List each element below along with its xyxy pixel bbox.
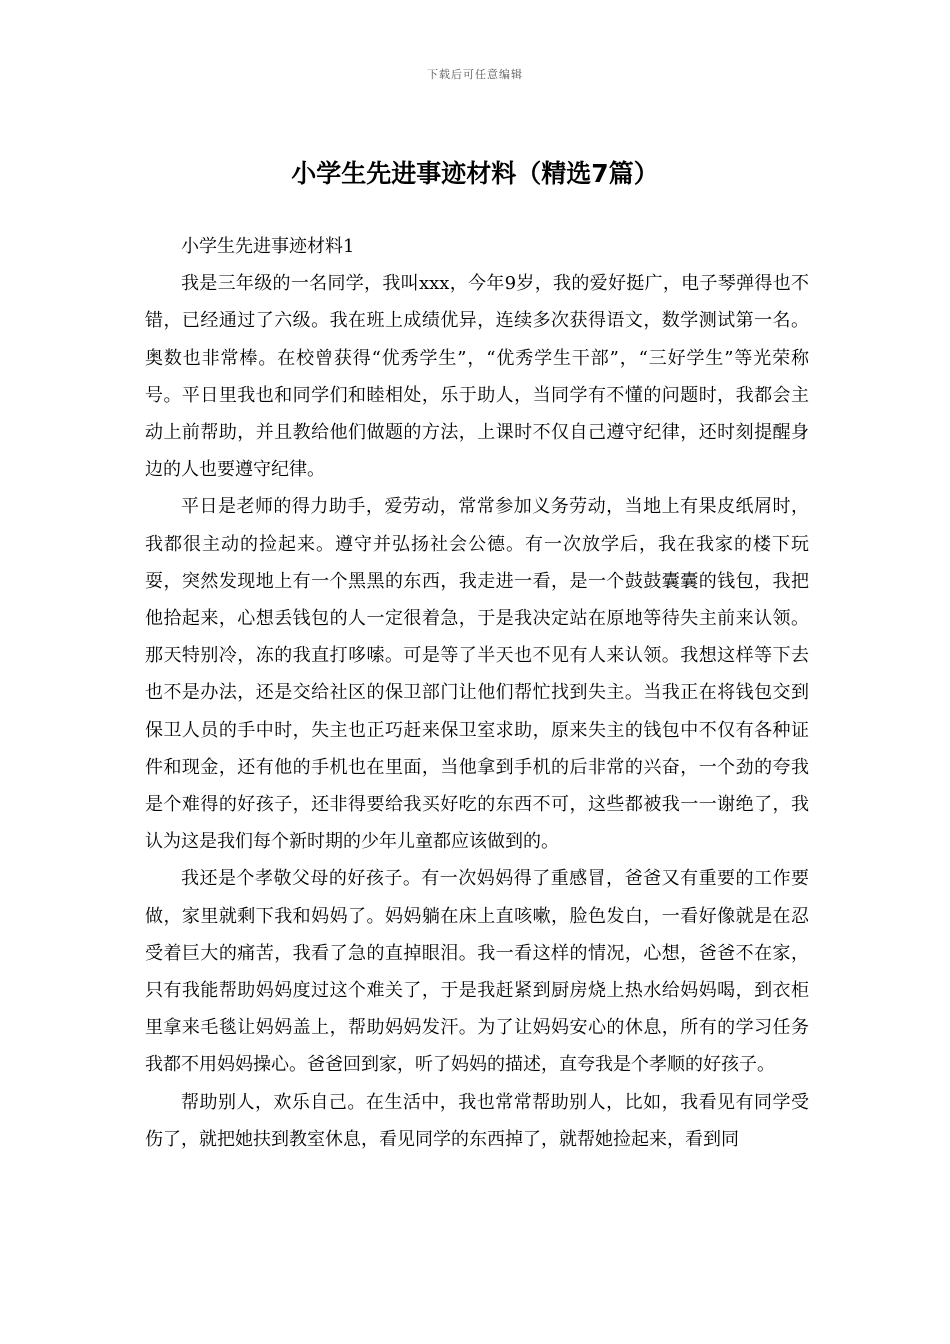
body-paragraph: 平日是老师的得力助手，爱劳动，常常参加义务劳动，当地上有果皮纸屑时，我都很主动的捡起来。遵守并弘扬社会公德。有一次放学后，我在我家的楼下玩耍，突然发现地上有一个黑黑的东西，我走进一看，是一个鼓鼓囊囊的钱包，我把他拾起来，心想丢钱包的人一定很着急，于是我决定站在原地等待失主前来认领。那天特别冷，冻的我直打哆嗦。可是等了半天也不见有人来认领。我想这样等下去也不是办法，还是交给社区的保卫部门让他们帮忙找到失主。当我正在将钱包交到保卫人员的手中时，失主也正巧赶来保卫室求助，原来失主的钱包中不仅有各种证件和现金，还有他的手机也在里面，当他拿到手机的后非常的兴奋，一个劲的夸我是个难得的好孩子，还非得要给我买好吃的东西不可，这些都被我一一谢绝了，我认为这是我们每个新时期的少年儿童都应该做到的。 (145, 496, 809, 853)
body-paragraph: 我还是个孝敬父母的好孩子。有一次妈妈得了重感冒，爸爸又有重要的工作要做，家里就剩下我和妈妈了。妈妈躺在床上直咳嗽，脸色发白，一看好像就是在忍受着巨大的痛苦，我看了急的直掉眼泪。我一看这样的情况，心想，爸爸不在家，只有我能帮助妈妈度过这个难关了，于是我赶紧到厨房烧上热水给妈妈喝，到衣柜里拿来毛毯让妈妈盖上，帮助妈妈发汗。为了让妈妈安心的休息，所有的学习任务我都不用妈妈操心。爸爸回到家，听了妈妈的描述，直夸我是个孝顺的好孩子。 (145, 868, 809, 1076)
document-title: 小学生先进事迹材料（精选7篇） (291, 159, 659, 188)
section-heading: 小学生先进事迹材料1 (181, 236, 355, 257)
document-body (145, 228, 809, 1158)
body-paragraph: 我是三年级的一名同学，我叫xxx，今年9岁，我的爱好挺广，电子琴弹得也不错，已经通过了六级。我在班上成绩优异，连续多次获得语文，数学测试第一名。奥数也非常棒。在校曾获得“优秀学生”，“优秀学生干部”，“三好学生”等光荣称号。平日里我也和同学们和睦相处，乐于助人，当同学有不懂的问题时，我都会主动上前帮助，并且教给他们做题的方法，上课时不仅自己遵守纪律，还时刻提醒身边的人也要遵守纪律。 (145, 273, 809, 481)
body-paragraph: 帮助别人，欢乐自己。在生活中，我也常常帮助别人，比如，我看见有同学受伤了，就把她扶到教室休息，看见同学的东西掉了，就帮她捡起来，看到同 (145, 1091, 809, 1150)
header-note: 下载后可任意编辑 (427, 68, 523, 81)
